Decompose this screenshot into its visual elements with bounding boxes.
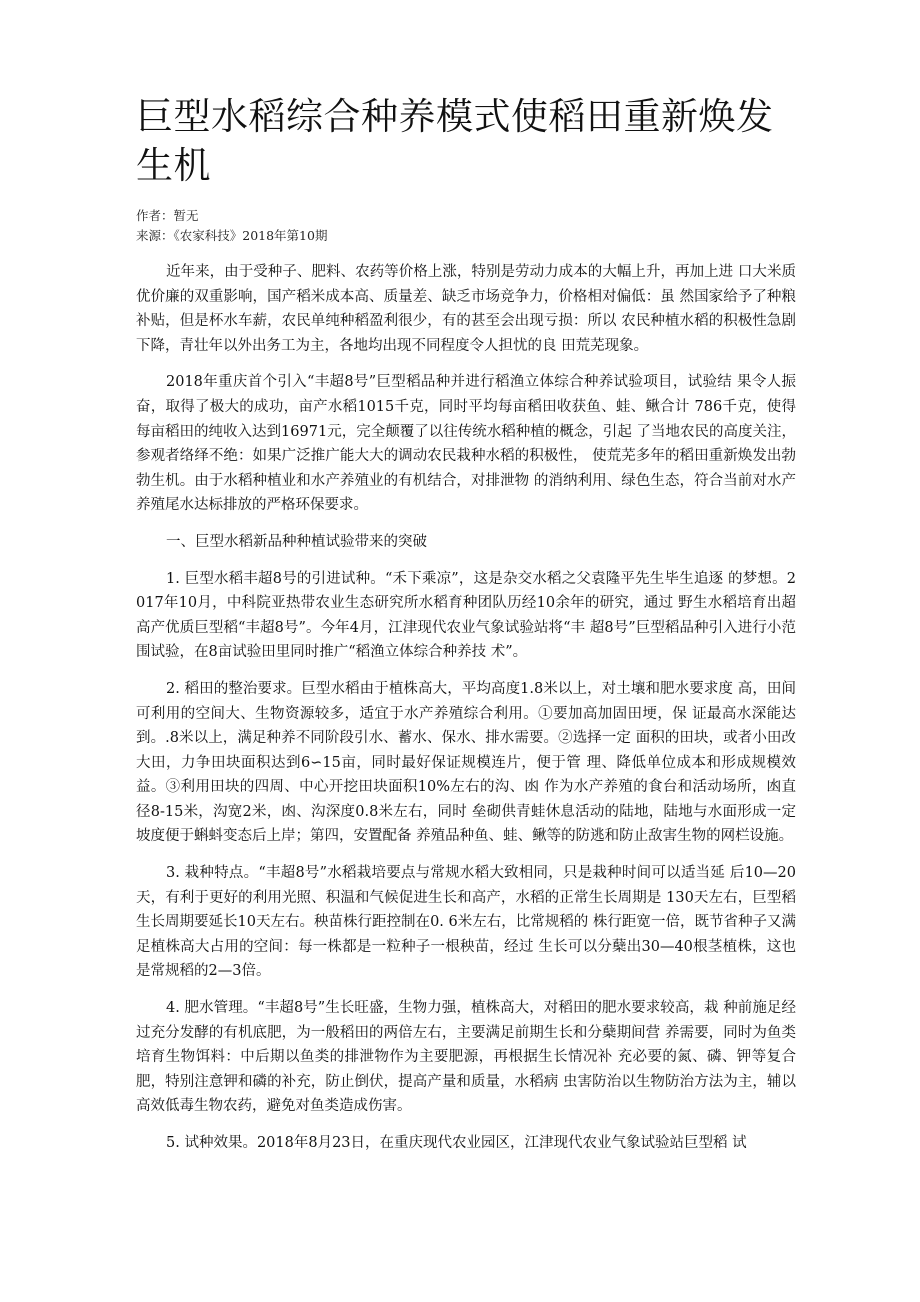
paragraph-item-1: 1. 巨型水稻丰超8号的引进试种。“禾下乘凉”，这是杂交水稻之父袁隆平先生毕生追逐 的梦想。2017年10月，中科院亚热带农业生态研究所水稻育种团队历经10余年的研究，通过 野生水稻培育出超高产优质巨型稻“丰超8号”。今年4月，江津现代农业气象试验站将“丰 超8号”巨型稻品种引入进行小范围试验，在8亩试验田里同时推广“稻渔立体综合种养技 术”。 bbox=[136, 570, 796, 661]
paragraph-item-4: 4. 肥水管理。“丰超8号”生长旺盛，生物力强，植株高大，对稻田的肥水要求较高，栽 种前施足经过充分发酵的有机底肥，为一般稻田的两倍左右，主要满足前期生长和分蘖期间营 养需要，同时为鱼类培育生物饵料：中后期以鱼类的排泄物作为主要肥源，再根据生长情况补 充必要的氮、磷、钾等复合肥，特别注意钾和磷的补充，防止倒伏，提高产量和质量，水稻病 虫害防治以生物防治方法为主，辅以高效低毒生物农药，避免对鱼类造成伤害。 bbox=[136, 1000, 796, 1115]
paragraph-intro: 近年来，由于受种子、肥料、农药等价格上涨，特别是劳动力成本的大幅上升，再加上进 口大米质优价廉的双重影响，国产稻米成本高、质量差、缺乏市场竞争力，价格相对偏低：虽 然国家给予了种粮补贴，但是杯水车薪，农民单纯种稻盈利很少，有的甚至会出现亏损：所以 农民种植水稻的积极性急剧下降，青壮年以外出务工为主，各地均出现不同程度令人担忧的良 田荒芜现象。 bbox=[136, 264, 796, 354]
source-line: 来源：《农家科技》2018年第10期 bbox=[136, 228, 328, 243]
paragraph-project: 2018年重庆首个引入“丰超8号”巨型稻品种并进行稻渔立体综合种养试验项目，试验结 果令人振奋，取得了极大的成功，亩产水稻1015千克，同时平均每亩稻田收获鱼、蛙、鳅合计 786千克，使得每亩稻田的纯收入达到16971元，完全颠覆了以往传统水稻种植的概念，引起 了当地农民的高度关注，参观者络绎不绝：如果广泛推广能大大的调动农民栽种水稻的积极性， 使荒芜多年的稻田重新焕发出勃勃生机。由于水稻种植业和水产养殖业的有机结合，对排泄物 的消纳利用、绿色生态，符合当前对水产养殖尾水达标排放的严格环保要求。 bbox=[136, 374, 796, 514]
article-title: 巨型水稻综合种养模式使稻田重新焕发生机 bbox=[136, 95, 774, 187]
paragraph-item-2: 2. 稻田的整治要求。巨型水稻由于植株高大，平均高度1.8米以上，对土壤和肥水要求度 高，田间可利用的空间大、生物资源较多，适宜于水产养殖综合利用。①要加高加固田埂，保 证最高水深能达到。.8米以上，满足种养不同阶段引水、蓄水、保水、排水需要。②选择一定 面积的田块，或者小田改大田，力争田块面积达到6∽15亩，同时最好保证规模连片，便于管 理、降低单位成本和形成规模效益。③利用田块的四周、中心开挖田块面积10%左右的沟、凼 作为水产养殖的食台和活动场所，凼直径8-15米，沟宽2米，凼、沟深度0.8米左右，同时 垒砌供青蛙休息活动的陆地，陆地与水面形成一定坡度便于蝌蚪变态后上岸；第四，安置配备 养殖品种鱼、蛙、鳅等的防逃和防止敌害生物的网栏设施。 bbox=[136, 680, 796, 845]
article-meta bbox=[136, 206, 327, 246]
paragraph-item-5: 5. 试种效果。2018年8月23日，在重庆现代农业园区，江津现代农业气象试验站巨型稻 试 bbox=[166, 1135, 747, 1151]
article-body bbox=[136, 260, 796, 1168]
section-heading: 一、巨型水稻新品种种植试验带来的突破 bbox=[166, 533, 427, 550]
author-line: 作者：暂无 bbox=[136, 208, 199, 223]
paragraph-item-3: 3. 栽种特点。“丰超8号”水稻栽培要点与常规水稻大致相同，只是栽种时间可以适当延 后10—20天，有利于更好的利用光照、积温和气候促进生长和高产，水稻的正常生长周期是 130天左右，巨型稻生长周期要延长10天左右。秧苗株行距控制在0. 6米左右，比常规稻的 株行距宽一倍，既节省种子又满足植株高大占用的空间：每一株都是一粒种子一根秧苗，经过 生长可以分蘖出30—40根茎植株，这也是常规稻的2—3倍。 bbox=[136, 865, 796, 980]
